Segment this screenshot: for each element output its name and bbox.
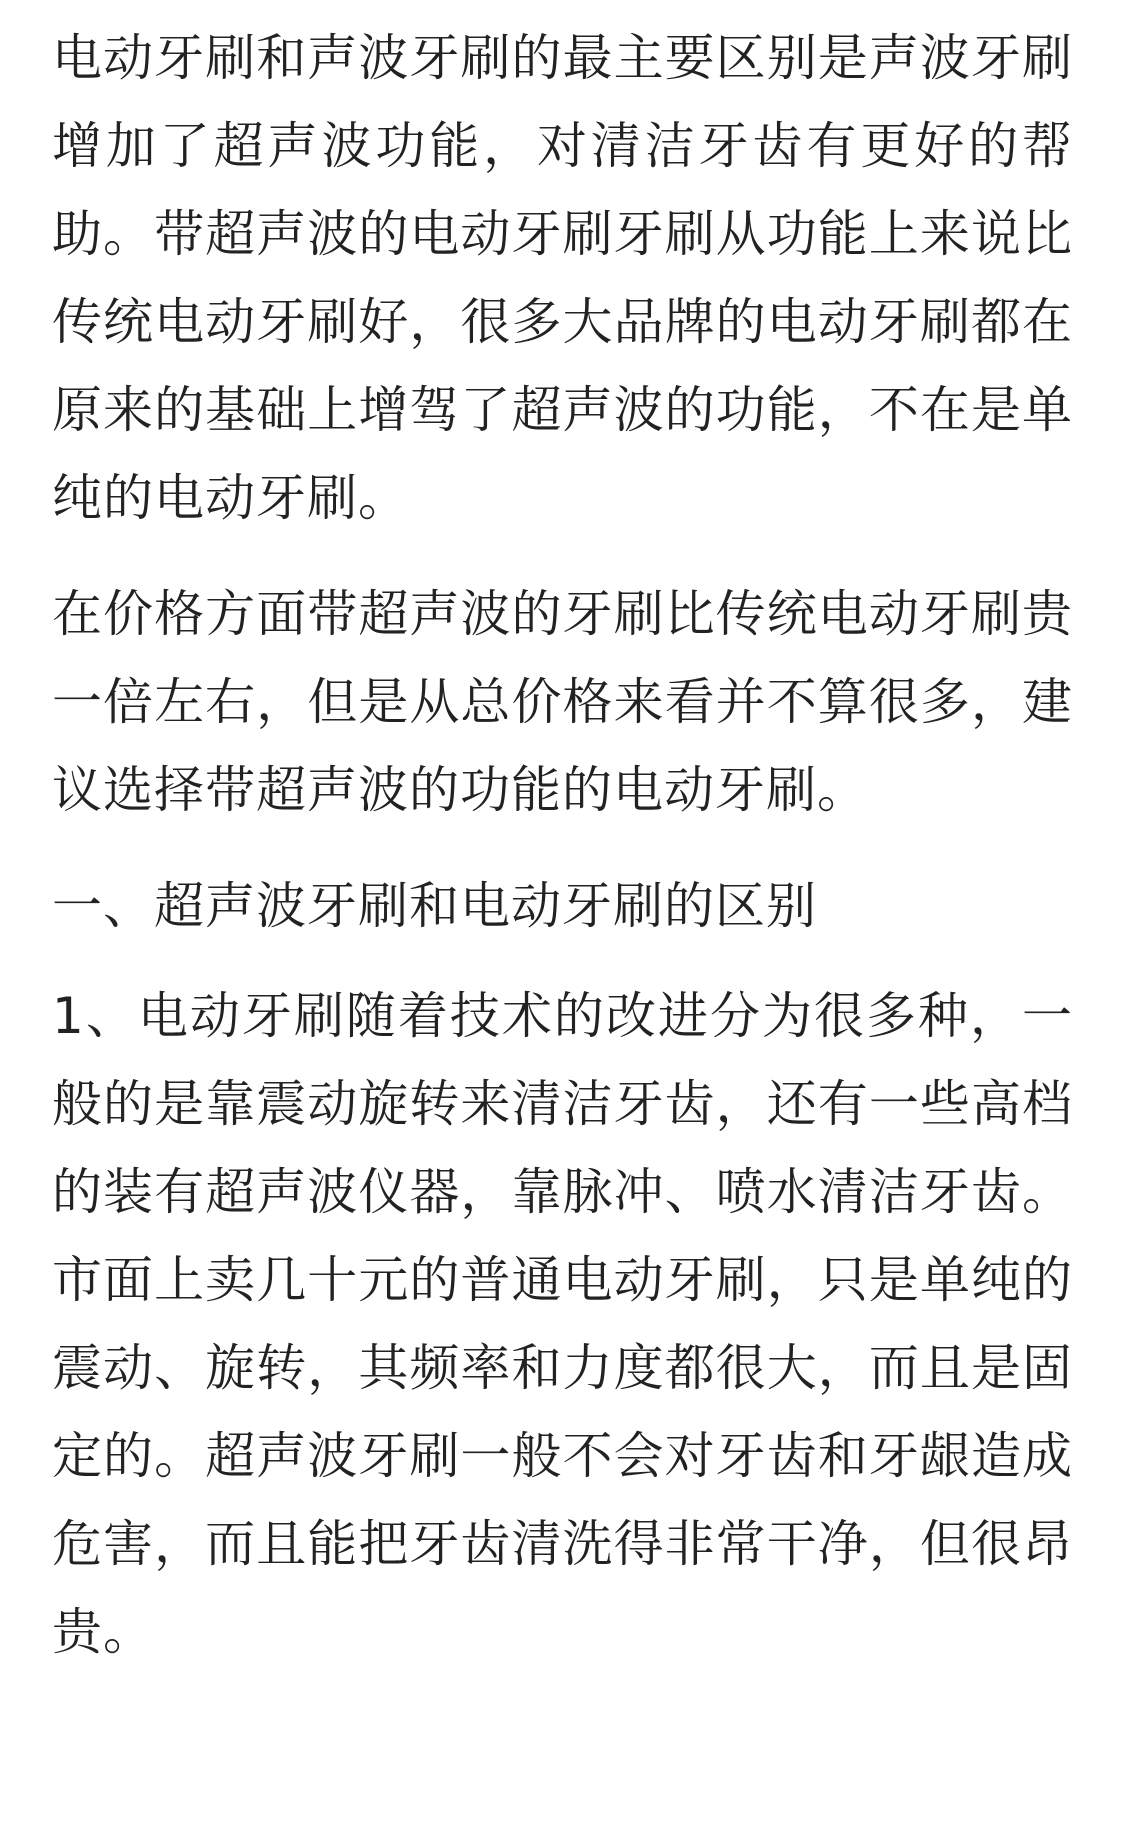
paragraph-intro: 电动牙刷和声波牙刷的最主要区别是声波牙刷增加了超声波功能，对清洁牙齿有更好的帮助。带超声波的电动牙刷牙刷从功能上来说比传统电动牙刷好，很多大品牌的电动牙刷都在原来的基础上增驾了超声波的功能，不在是单纯的电动牙刷。 xyxy=(52,29,1073,527)
paragraph-price: 在价格方面带超声波的牙刷比传统电动牙刷贵一倍左右，但是从总价格来看并不算很多，建议选择带超声波的功能的电动牙刷。 xyxy=(52,585,1073,819)
section-heading: 一、超声波牙刷和电动牙刷的区别 xyxy=(52,877,817,935)
paragraph-point-1: 1、电动牙刷随着技术的改进分为很多种，一般的是靠震动旋转来清洁牙齿，还有一些高档的装有超声波仪器，靠脉冲、喷水清洁牙齿。市面上卖几十元的普通电动牙刷，只是单纯的震动、旋转，其频率和力度都很大，而且是固定的。超声波牙刷一般不会对牙齿和牙龈造成危害，而且能把牙齿清洗得非常干净，但很昂贵。 xyxy=(52,987,1073,1661)
